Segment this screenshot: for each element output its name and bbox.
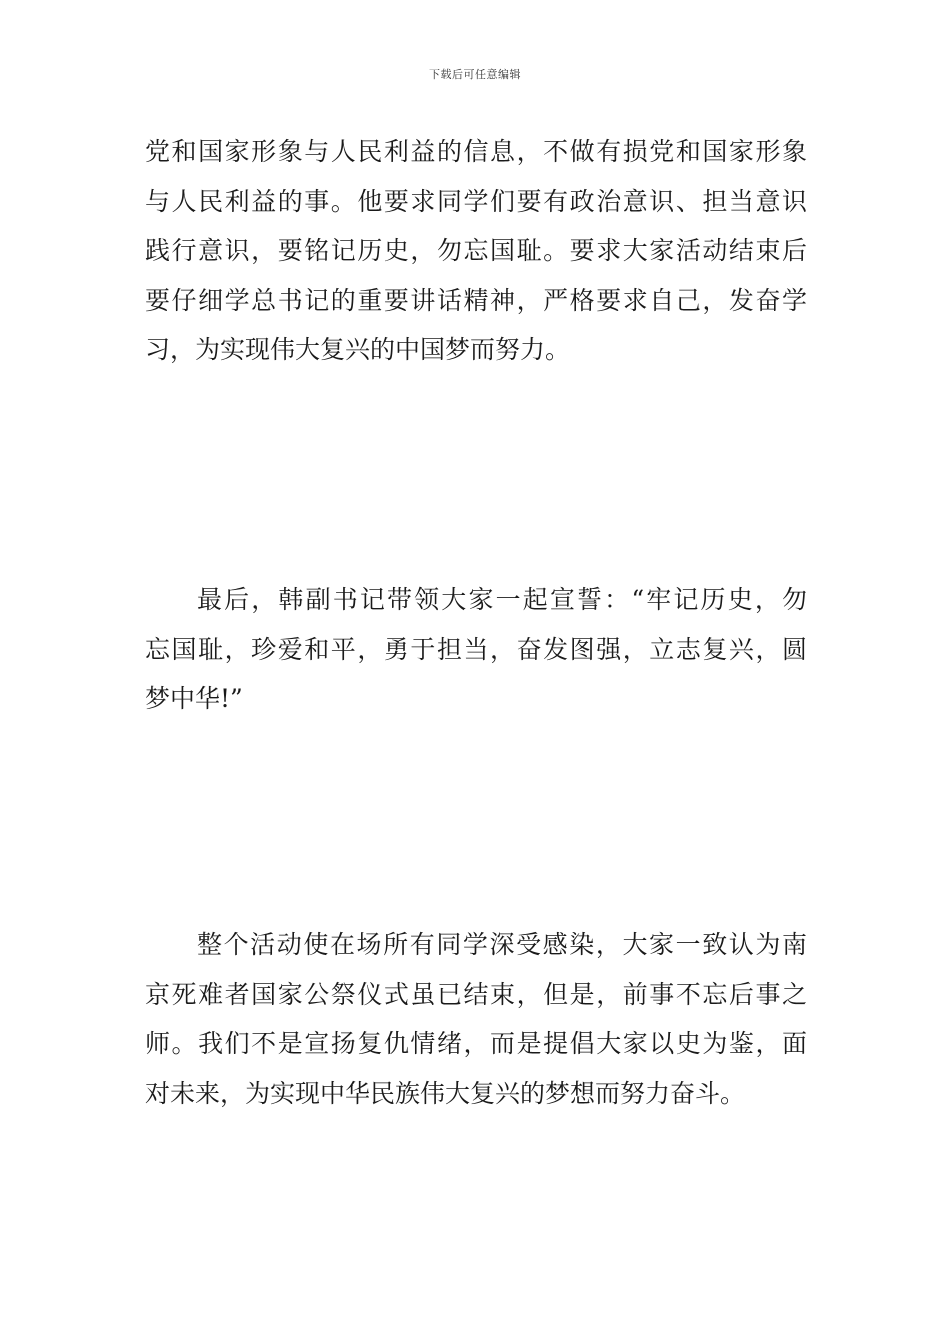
paragraph-line: 习，为实现伟大复兴的中国梦而努力。 — [145, 335, 571, 364]
paragraph-line: 整个活动使在场所有同学深受感染，大家一致认为南 — [197, 930, 807, 959]
page-header: 下载后可任意编辑 — [429, 68, 521, 81]
paragraph-line: 对未来，为实现中华民族伟大复兴的梦想而努力奋斗。 — [145, 1078, 746, 1108]
paragraph-line: 践行意识，要铭记历史，勿忘国耻。要求大家活动结束后 — [145, 236, 807, 265]
paragraph-line: 京死难者国家公祭仪式虽已结束，但是，前事不忘后事之 — [145, 979, 807, 1009]
paragraph-line: 梦中华!” — [145, 684, 243, 713]
paragraph-line: 党和国家形象与人民利益的信息，不做有损党和国家形象 — [145, 137, 807, 166]
paragraph-1 — [145, 127, 807, 375]
paragraph-line: 要仔细学总书记的重要讲话精神，严格要求自己，发奋学 — [145, 285, 807, 315]
paragraph-line: 忘国耻，珍爱和平，勇于担当，奋发图强，立志复兴，圆 — [145, 634, 807, 664]
paragraph-line: 师。我们不是宣扬复仇情绪，而是提倡大家以史为鉴，面 — [145, 1029, 807, 1058]
paragraph-line: 与人民利益的事。他要求同学们要有政治意识、担当意识 — [145, 186, 807, 216]
paragraph-2 — [145, 575, 807, 724]
paragraph-3 — [145, 920, 807, 1118]
paragraph-line: 最后，韩副书记带领大家一起宣誓：“牢记历史，勿 — [197, 585, 807, 614]
